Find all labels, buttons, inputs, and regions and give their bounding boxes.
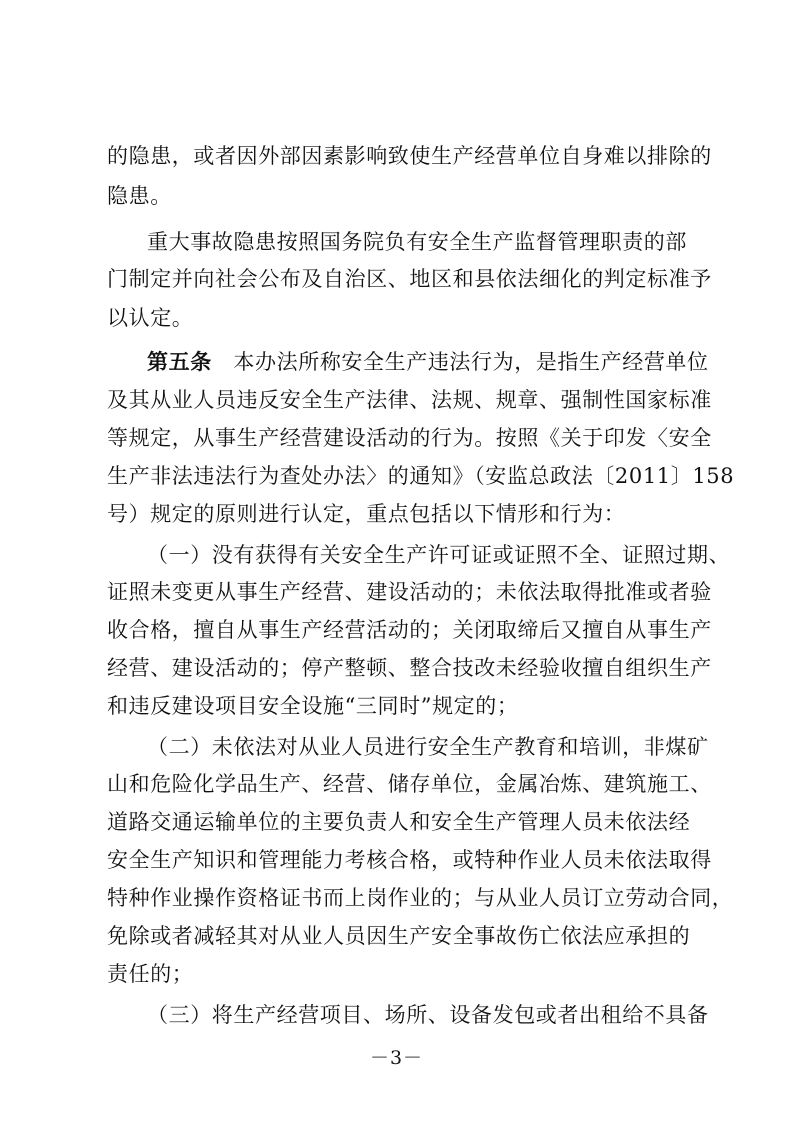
paragraph-line: 安全生产知识和管理能力考核合格，或特种作业人员未依法取得 [107, 848, 712, 872]
paragraph-line: （二）未依法对从业人员进行安全生产教育和培训，非煤矿 [147, 735, 709, 759]
article-number: 第五条 [147, 349, 212, 374]
paragraph-line: 隐患。 [107, 184, 172, 208]
paragraph-line: 收合格，擅自从事生产经营活动的；关闭取缔后又擅自从事生产 [107, 618, 712, 642]
paragraph-line: 号）规定的原则进行认定，重点包括以下情形和行为： [107, 502, 626, 526]
paragraph-line: 证照未变更从事生产经营、建设活动的；未依法取得批准或者验 [107, 580, 712, 604]
paragraph-line: 等规定，从事生产经营建设活动的行为。按照《关于印发〈安全 [107, 426, 712, 450]
paragraph-line: 和违反建设项目安全设施“三同时”规定的； [107, 694, 519, 718]
paragraph-line: （三）将生产经营项目、场所、设备发包或者出租给不具备 [147, 1003, 709, 1027]
paragraph-line: 山和危险化学品生产、经营、储存单位，金属冶炼、建筑施工、 [107, 772, 712, 796]
paragraph-line: 门制定并向社会公布及自治区、地区和县依法细化的判定标准予 [107, 267, 712, 291]
paragraph-line: 重大事故隐患按照国务院负有安全生产监督管理职责的部 [147, 230, 687, 254]
page-number: －3－ [369, 1047, 424, 1069]
article-heading-line [147, 347, 709, 377]
paragraph-line: 免除或者减轻其对从业人员因生产安全事故伤亡依法应承担的 [107, 924, 691, 948]
paragraph-line: 的隐患，或者因外部因素影响致使生产经营单位自身难以排除的 [107, 144, 712, 168]
paragraph-line: （一）没有获得有关安全生产许可证或证照不全、证照过期、 [147, 543, 731, 567]
paragraph-line: 以认定。 [107, 306, 194, 330]
paragraph-line: 道路交通运输单位的主要负责人和安全生产管理人员未依法经 [107, 810, 691, 834]
paragraph-line: 特种作业操作资格证书而上岗作业的；与从业人员订立劳动合同， [107, 886, 734, 910]
paragraph-line: 生产非法违法行为查处办法〉的通知》（安监总政法〔2011〕158 [107, 464, 735, 488]
paragraph-line: 责任的； [107, 962, 194, 986]
paragraph-line: 经营、建设活动的；停产整顿、整合技改未经验收擅自组织生产 [107, 656, 712, 680]
article-text: 本办法所称安全生产违法行为，是指生产经营单位 [233, 350, 709, 374]
paragraph-line: 及其从业人员违反安全生产法律、法规、规章、强制性国家标准 [107, 388, 712, 412]
